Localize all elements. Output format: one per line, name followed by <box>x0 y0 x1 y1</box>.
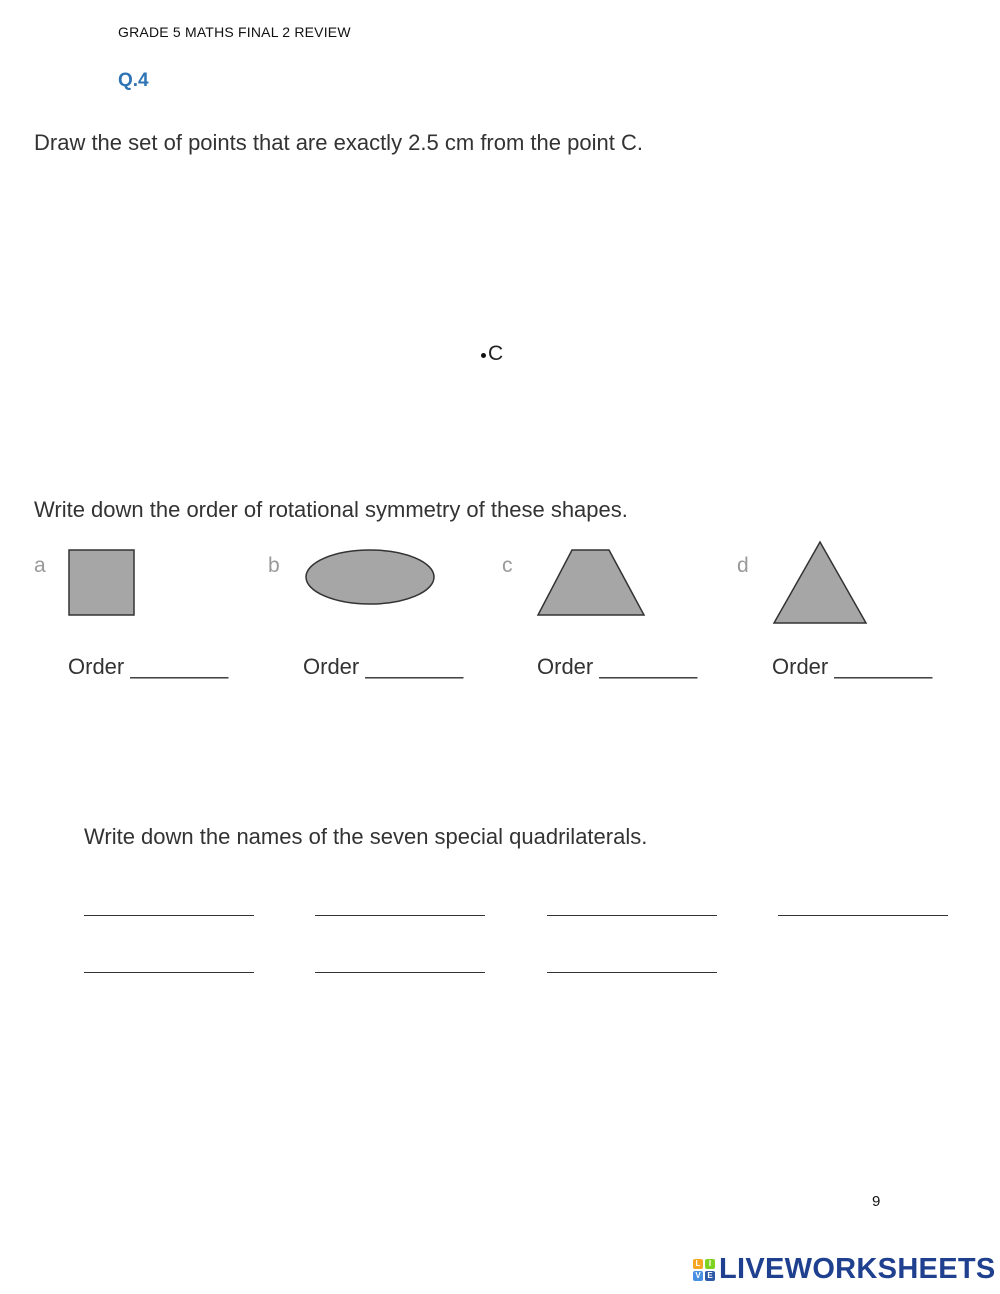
brand-tile: E <box>705 1271 715 1281</box>
brand-tile: V <box>693 1271 703 1281</box>
quadrilateral-answer-3[interactable] <box>547 915 717 916</box>
task2-prompt: Write down the order of rotational symmetry of these shapes. <box>34 497 628 522</box>
liveworksheets-logo[interactable] <box>693 1253 996 1286</box>
task3-prompt: Write down the names of the seven special quadrilaterals. <box>84 824 648 849</box>
order-answer-b[interactable]: Order ________ <box>303 654 464 679</box>
point-label: C <box>488 342 504 365</box>
trapezium-icon <box>534 547 648 619</box>
quadrilateral-answer-6[interactable] <box>315 972 485 973</box>
triangle-icon <box>770 539 870 627</box>
square-icon <box>66 547 138 619</box>
quadrilateral-answer-7[interactable] <box>547 972 717 973</box>
quadrilateral-answer-5[interactable] <box>84 972 254 973</box>
point-dot-icon <box>481 353 486 358</box>
shape-letter-d: d <box>737 554 749 577</box>
shape-letter-c: c <box>502 554 513 577</box>
quadrilateral-answer-4[interactable] <box>778 915 948 916</box>
order-answer-a[interactable]: Order ________ <box>68 654 229 679</box>
point-c-marker <box>481 342 503 366</box>
document-header: GRADE 5 MATHS FINAL 2 REVIEW <box>118 24 351 40</box>
brand-tile: I <box>705 1259 715 1269</box>
quadrilateral-answer-1[interactable] <box>84 915 254 916</box>
brand-tile: L <box>693 1259 703 1269</box>
page-number: 9 <box>872 1193 881 1210</box>
question-number: Q.4 <box>118 70 149 91</box>
brand-grid-icon <box>693 1259 715 1281</box>
task1-prompt: Draw the set of points that are exactly 2.5 cm from the point C. <box>34 130 643 155</box>
ellipse-icon <box>302 546 438 610</box>
order-answer-d[interactable]: Order ________ <box>772 654 933 679</box>
shape-letter-b: b <box>268 554 280 577</box>
shape-letter-a: a <box>34 554 46 577</box>
brand-name: LIVEWORKSHEETS <box>719 1253 996 1285</box>
quadrilateral-answer-2[interactable] <box>315 915 485 916</box>
order-answer-c[interactable]: Order ________ <box>537 654 698 679</box>
